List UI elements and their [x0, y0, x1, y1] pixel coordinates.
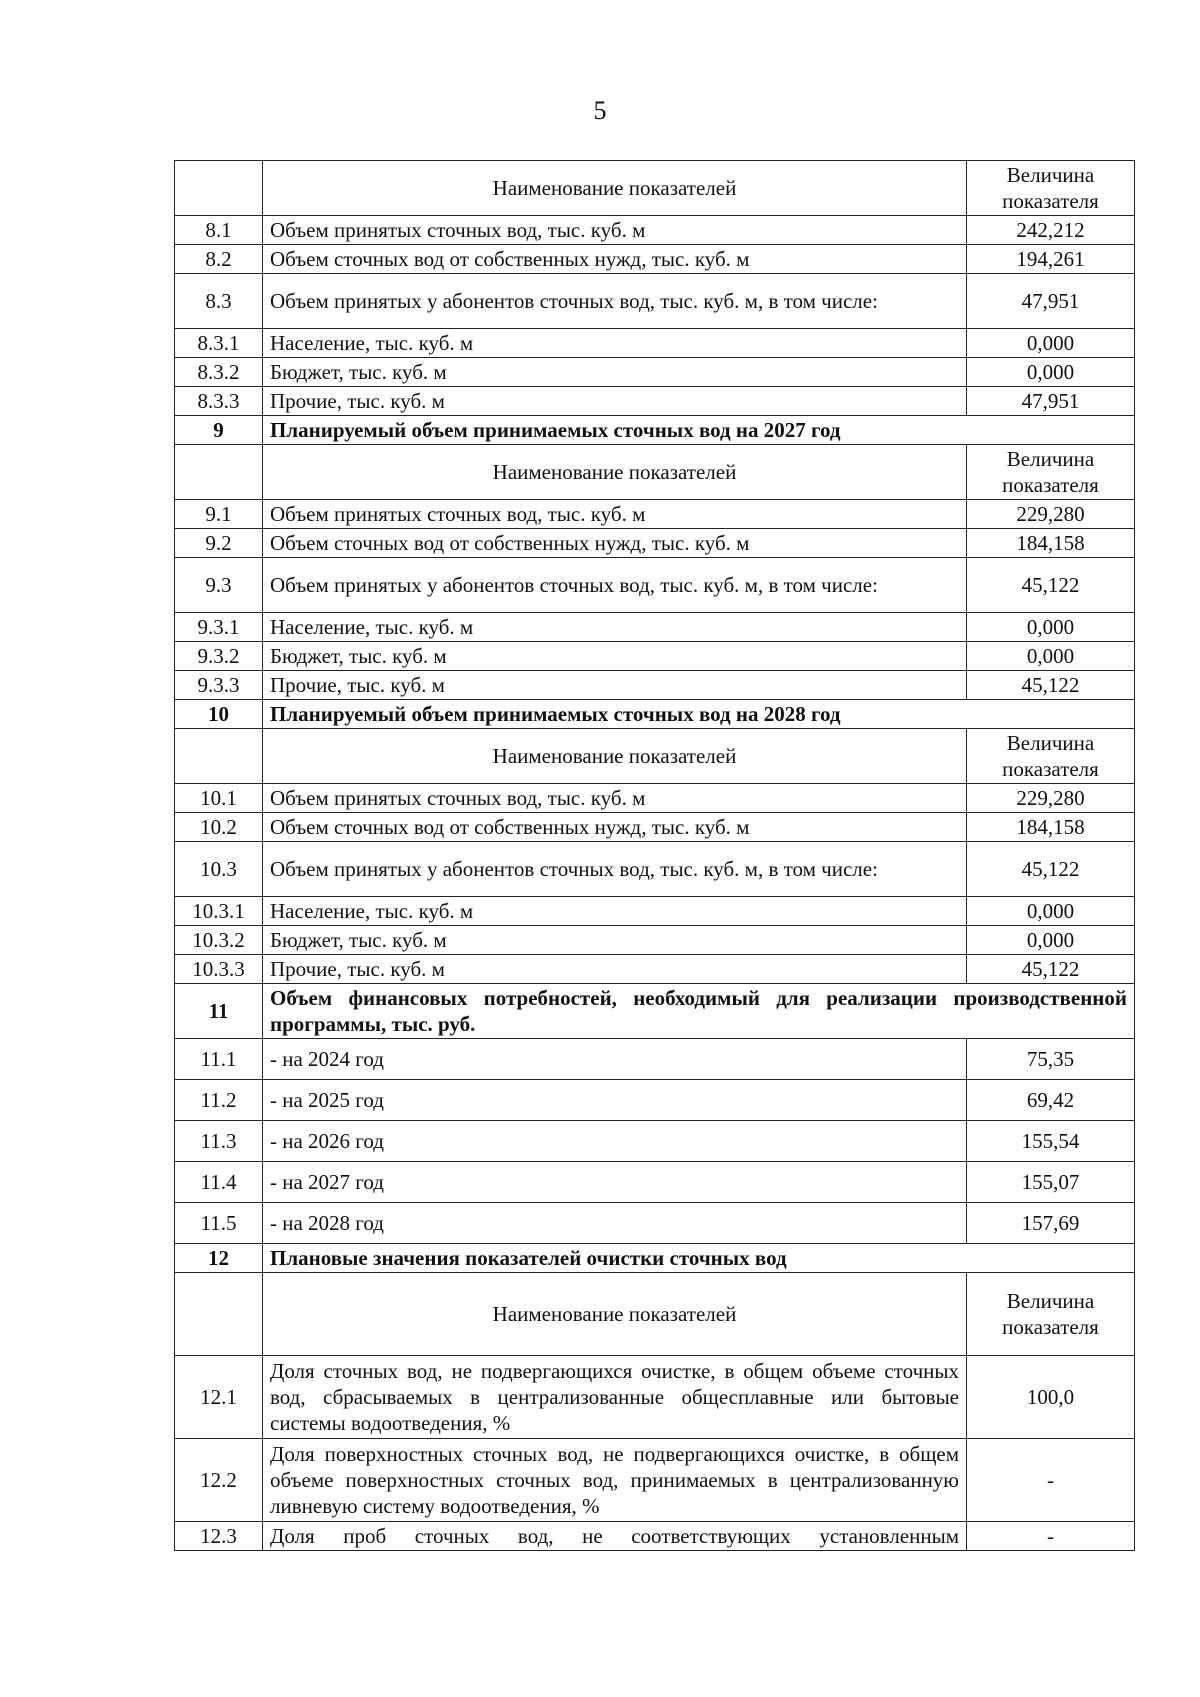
- table-row: [175, 671, 1135, 700]
- row-name: Население, тыс. куб. м: [263, 613, 967, 642]
- row-number: 8.2: [175, 245, 263, 274]
- header-num-cell: [175, 161, 263, 216]
- table-row: [175, 558, 1135, 613]
- header-name-cell: Наименование показателей: [263, 161, 967, 216]
- row-number: 11.5: [175, 1203, 263, 1244]
- row-value: 0,000: [967, 926, 1135, 955]
- table-row: [175, 387, 1135, 416]
- table-row: [175, 784, 1135, 813]
- table-row: [175, 529, 1135, 558]
- row-value: 242,212: [967, 216, 1135, 245]
- row-number: 11.2: [175, 1080, 263, 1121]
- row-value: 0,000: [967, 613, 1135, 642]
- header-num-cell: [175, 1273, 263, 1356]
- row-name: Объем принятых у абонентов сточных вод, тыс. куб. м, в том числе:: [263, 558, 967, 613]
- header-name-cell: Наименование показателей: [263, 1273, 967, 1356]
- row-value: 45,122: [967, 671, 1135, 700]
- row-number: 8.3.1: [175, 329, 263, 358]
- row-name: - на 2027 год: [263, 1162, 967, 1203]
- header-value-cell: Величина показателя: [967, 1273, 1135, 1356]
- header-name-cell: Наименование показателей: [263, 729, 967, 784]
- row-number: 8.3: [175, 274, 263, 329]
- row-number: 9.1: [175, 500, 263, 529]
- section-title: Плановые значения показателей очистки сточных вод: [263, 1244, 1135, 1273]
- row-name: - на 2025 год: [263, 1080, 967, 1121]
- row-name: - на 2026 год: [263, 1121, 967, 1162]
- row-value: -: [967, 1522, 1135, 1551]
- table-row: [175, 1039, 1135, 1080]
- row-number: 11.1: [175, 1039, 263, 1080]
- row-name: Прочие, тыс. куб. м: [263, 387, 967, 416]
- row-value: 75,35: [967, 1039, 1135, 1080]
- row-name: - на 2028 год: [263, 1203, 967, 1244]
- section-number: 12: [175, 1244, 263, 1273]
- table-row: [175, 1162, 1135, 1203]
- table-row: [175, 274, 1135, 329]
- row-value: 155,07: [967, 1162, 1135, 1203]
- header-num-cell: [175, 445, 263, 500]
- header-name-cell: Наименование показателей: [263, 445, 967, 500]
- table-header-row: [175, 1273, 1135, 1356]
- row-value: 157,69: [967, 1203, 1135, 1244]
- row-value: 100,0: [967, 1356, 1135, 1439]
- row-value: 229,280: [967, 500, 1135, 529]
- section-number: 9: [175, 416, 263, 445]
- table-header-row: [175, 729, 1135, 784]
- table-row: [175, 358, 1135, 387]
- row-name: Прочие, тыс. куб. м: [263, 955, 967, 984]
- row-name: Объем принятых у абонентов сточных вод, тыс. куб. м, в том числе:: [263, 842, 967, 897]
- table-row: [175, 500, 1135, 529]
- row-value: -: [967, 1439, 1135, 1522]
- row-value: 229,280: [967, 784, 1135, 813]
- header-value-cell: Величина показателя: [967, 161, 1135, 216]
- row-value: 0,000: [967, 897, 1135, 926]
- row-value: 155,54: [967, 1121, 1135, 1162]
- row-number: 8.1: [175, 216, 263, 245]
- row-number: 9.2: [175, 529, 263, 558]
- section-number: 10: [175, 700, 263, 729]
- row-name: Население, тыс. куб. м: [263, 329, 967, 358]
- table-row: [175, 842, 1135, 897]
- row-value: 184,158: [967, 529, 1135, 558]
- table-row: [175, 955, 1135, 984]
- row-number: 10.3.1: [175, 897, 263, 926]
- section-row: [175, 700, 1135, 729]
- row-value: 45,122: [967, 842, 1135, 897]
- table-row: [175, 926, 1135, 955]
- row-name: Бюджет, тыс. куб. м: [263, 926, 967, 955]
- row-name: Население, тыс. куб. м: [263, 897, 967, 926]
- row-name: Объем сточных вод от собственных нужд, тыс. куб. м: [263, 813, 967, 842]
- row-number: 10.3.3: [175, 955, 263, 984]
- section-title: Планируемый объем принимаемых сточных вод на 2027 год: [263, 416, 1135, 445]
- row-name: Прочие, тыс. куб. м: [263, 671, 967, 700]
- row-number: 8.3.2: [175, 358, 263, 387]
- row-name: Объем сточных вод от собственных нужд, тыс. куб. м: [263, 245, 967, 274]
- table-row: [175, 329, 1135, 358]
- row-name: Доля сточных вод, не подвергающихся очистке, в общем объеме сточных вод, сбрасываемых в централизованные общесплавные или бытовые системы водоотведения, %: [263, 1356, 967, 1439]
- row-number: 10.2: [175, 813, 263, 842]
- indicators-table: [174, 160, 1135, 1551]
- row-number: 12.1: [175, 1356, 263, 1439]
- table-row: [175, 1121, 1135, 1162]
- row-name: Объем принятых у абонентов сточных вод, тыс. куб. м, в том числе:: [263, 274, 967, 329]
- row-value: 47,951: [967, 387, 1135, 416]
- row-value: 0,000: [967, 642, 1135, 671]
- section-title: Объем финансовых потребностей, необходимый для реализации производственной программы, тыс. руб.: [263, 984, 1135, 1039]
- row-name: Объем принятых сточных вод, тыс. куб. м: [263, 784, 967, 813]
- table-row: [175, 1522, 1135, 1551]
- row-value: 0,000: [967, 329, 1135, 358]
- row-number: 12.3: [175, 1522, 263, 1551]
- section-row: [175, 416, 1135, 445]
- row-number: 10.3.2: [175, 926, 263, 955]
- section-number: 11: [175, 984, 263, 1039]
- row-value: 194,261: [967, 245, 1135, 274]
- section-title: Планируемый объем принимаемых сточных вод на 2028 год: [263, 700, 1135, 729]
- row-value: 45,122: [967, 955, 1135, 984]
- table-row: [175, 216, 1135, 245]
- row-value: 69,42: [967, 1080, 1135, 1121]
- header-value-cell: Величина показателя: [967, 729, 1135, 784]
- row-name: Бюджет, тыс. куб. м: [263, 358, 967, 387]
- row-number: 10.1: [175, 784, 263, 813]
- row-number: 8.3.3: [175, 387, 263, 416]
- header-value-cell: Величина показателя: [967, 445, 1135, 500]
- table-header-row: [175, 161, 1135, 216]
- row-name: Доля проб сточных вод, не соответствующих установленным: [263, 1522, 967, 1551]
- row-number: 12.2: [175, 1439, 263, 1522]
- section-row: [175, 984, 1135, 1039]
- table-row: [175, 813, 1135, 842]
- row-number: 11.4: [175, 1162, 263, 1203]
- table-row: [175, 642, 1135, 671]
- row-number: 10.3: [175, 842, 263, 897]
- row-number: 11.3: [175, 1121, 263, 1162]
- row-name: Объем принятых сточных вод, тыс. куб. м: [263, 216, 967, 245]
- table-row: [175, 245, 1135, 274]
- row-value: 184,158: [967, 813, 1135, 842]
- table-row: [175, 1203, 1135, 1244]
- row-name: Объем принятых сточных вод, тыс. куб. м: [263, 500, 967, 529]
- table-header-row: [175, 445, 1135, 500]
- row-number: 9.3.2: [175, 642, 263, 671]
- table-row: [175, 613, 1135, 642]
- row-value: 45,122: [967, 558, 1135, 613]
- table-row: [175, 897, 1135, 926]
- row-number: 9.3.1: [175, 613, 263, 642]
- row-number: 9.3: [175, 558, 263, 613]
- section-row: [175, 1244, 1135, 1273]
- row-name: Доля поверхностных сточных вод, не подвергающихся очистке, в общем объеме поверхностных сточных вод, принимаемых в централизованную ливневую систему водоотведения, %: [263, 1439, 967, 1522]
- table-row: [175, 1356, 1135, 1439]
- table-row: [175, 1080, 1135, 1121]
- row-name: - на 2024 год: [263, 1039, 967, 1080]
- page-number: 5: [593, 96, 607, 125]
- row-name: Объем сточных вод от собственных нужд, тыс. куб. м: [263, 529, 967, 558]
- table-row: [175, 1439, 1135, 1522]
- row-number: 9.3.3: [175, 671, 263, 700]
- row-value: 0,000: [967, 358, 1135, 387]
- header-num-cell: [175, 729, 263, 784]
- row-name: Бюджет, тыс. куб. м: [263, 642, 967, 671]
- row-value: 47,951: [967, 274, 1135, 329]
